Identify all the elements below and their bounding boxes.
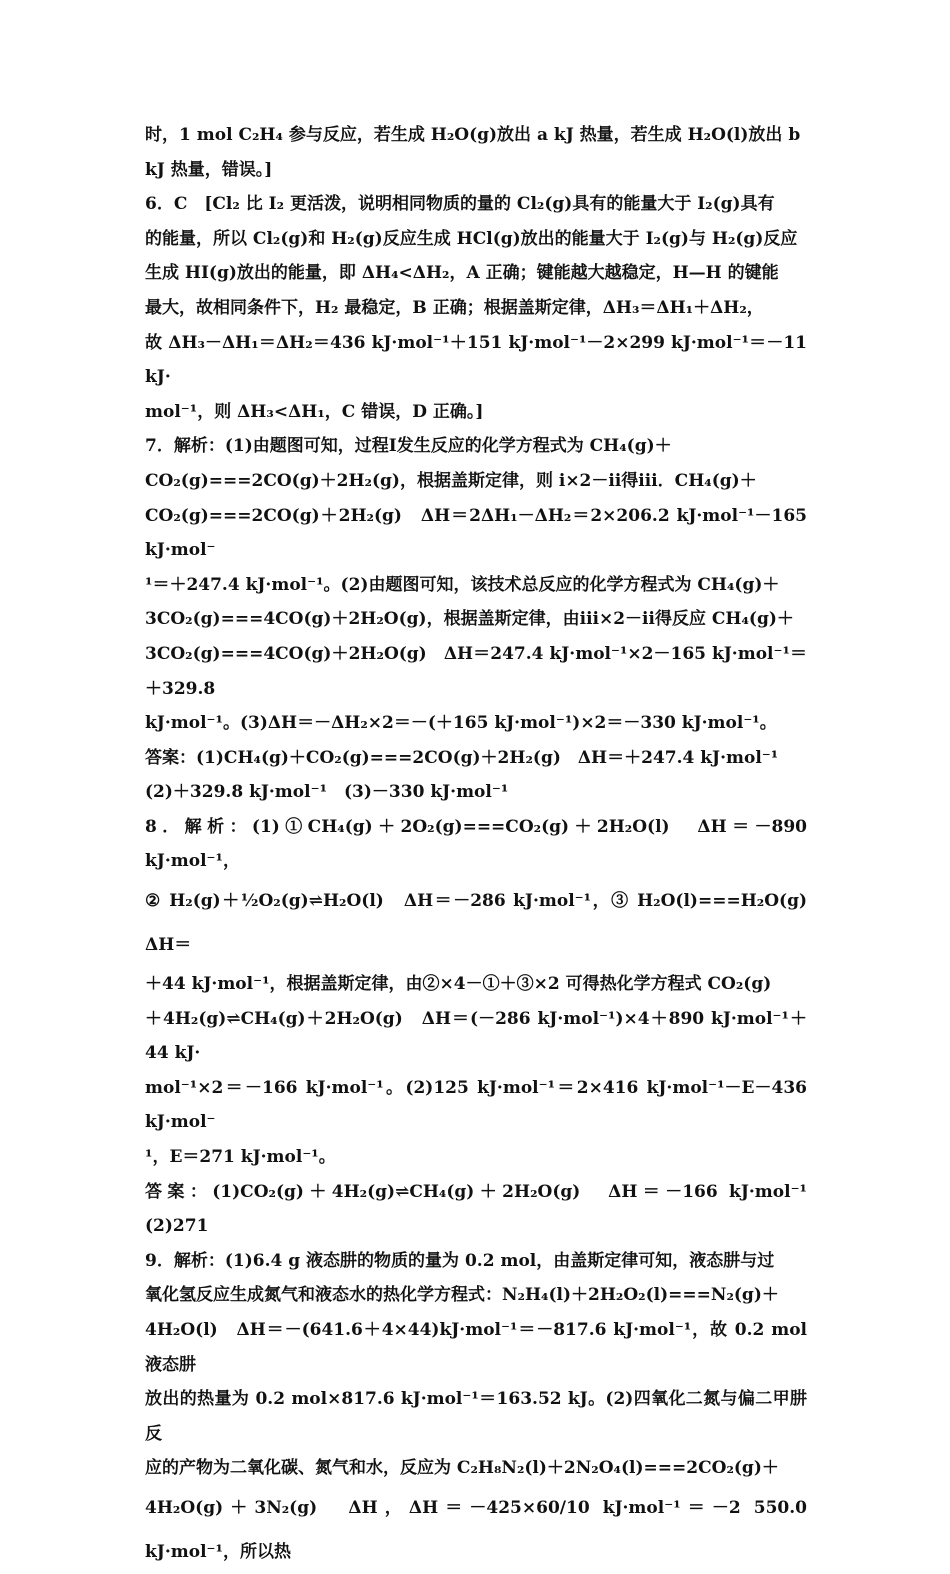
- text-line: ¹，E＝271 kJ·mol⁻¹。: [145, 1147, 336, 1168]
- answer-8-result: [145, 1175, 824, 1244]
- text-line: kJ 热量，错误。]: [145, 159, 273, 180]
- text-line: 生成 HI(g)放出的能量，即 ΔH₄<ΔH₂，A 正确；键能越大越稳定，H—H 的键能: [145, 263, 779, 284]
- text-line: 氧化氢反应生成氮气和液态水的热化学方程式：N₂H₄(l)＋2H₂O₂(l)===N₂(g)＋: [145, 1285, 779, 1306]
- text-line: 9．解析：(1)6.4 g 液态肼的物质的量为 0.2 mol，由盖斯定律可知，液态肼与过: [145, 1250, 775, 1271]
- document-body: [145, 118, 824, 1574]
- text-line: mol⁻¹×2＝－166 kJ·mol⁻¹。(2)125 kJ·mol⁻¹＝2×416 kJ·mol⁻¹－E－436 kJ·mol⁻: [145, 1077, 807, 1133]
- answer-7-analysis: [145, 429, 807, 740]
- text-line: 8．解析：(1)①CH₄(g)＋2O₂(g)===CO₂(g)＋2H₂O(l) ΔH＝－890 kJ·mol⁻¹，: [145, 816, 807, 872]
- text-line: kJ·mol⁻¹。(3)ΔH＝－ΔH₂×2＝－(＋165 kJ·mol⁻¹)×2＝－330 kJ·mol⁻¹。: [145, 713, 777, 734]
- text-line: (2)＋329.8 kJ·mol⁻¹ (3)－330 kJ·mol⁻¹: [145, 782, 509, 803]
- answer-9-analysis: [145, 1244, 807, 1574]
- text-line: 6．C [Cl₂ 比 I₂ 更活泼，说明相同物质的量的 Cl₂(g)具有的能量大于 I₂(g)具有: [145, 194, 775, 215]
- text-line: CO₂(g)===2CO(g)＋2H₂(g) ΔH＝2ΔH₁－ΔH₂＝2×206.2 kJ·mol⁻¹－165 kJ·mol⁻: [145, 505, 807, 561]
- text-line: ＋44 kJ·mol⁻¹，根据盖斯定律，由②×4－①＋③×2 可得热化学方程式 CO₂(g): [145, 974, 772, 995]
- text-line: 答案：(1)CH₄(g)＋CO₂(g)===2CO(g)＋2H₂(g) ΔH＝＋247.4 kJ·mol⁻¹: [145, 747, 779, 768]
- text-line: mol⁻¹，则 ΔH₃<ΔH₁，C 错误，D 正确。]: [145, 401, 484, 422]
- text-line: 答案：(1)CO₂(g)＋4H₂(g)⇌CH₄(g)＋2H₂O(g) ΔH＝－166 kJ·mol⁻¹ (2)271: [145, 1181, 824, 1237]
- text-line: 的能量，所以 Cl₂(g)和 H₂(g)反应生成 HCl(g)放出的能量大于 I₂(g)与 H₂(g)反应: [145, 228, 798, 249]
- answer-5-continuation: [145, 118, 807, 187]
- text-line: 时，1 mol C₂H₄ 参与反应，若生成 H₂O(g)放出 a kJ 热量，若生成 H₂O(l)放出 b: [145, 125, 801, 145]
- answer-7-result: [145, 741, 807, 810]
- text-line: ② H₂(g)＋½O₂(g)⇌H₂O(l) ΔH＝－286 kJ·mol⁻¹，③ H₂O(l)===H₂O(g) ΔH＝: [145, 891, 824, 956]
- text-line: CO₂(g)===2CO(g)＋2H₂(g)，根据盖斯定律，则 ⅰ×2－ⅱ得ⅲ．CH₄(g)＋: [145, 470, 757, 491]
- text-line: 3CO₂(g)===4CO(g)＋2H₂O(g) ΔH＝247.4 kJ·mol⁻¹×2－165 kJ·mol⁻¹＝＋329.8: [145, 643, 807, 699]
- text-line: 故 ΔH₃－ΔH₁＝ΔH₂＝436 kJ·mol⁻¹＋151 kJ·mol⁻¹－2×299 kJ·mol⁻¹＝－11 kJ·: [145, 332, 807, 388]
- text-line: 最大，故相同条件下，H₂ 最稳定，B 正确；根据盖斯定律，ΔH₃＝ΔH₁＋ΔH₂，: [145, 297, 764, 318]
- text-line: 4H₂O(g)＋3N₂(g) ΔH，ΔH＝－425×60/10 kJ·mol⁻¹＝－2 550.0 kJ·mol⁻¹，所以热: [145, 1497, 807, 1562]
- text-line: 3CO₂(g)===4CO(g)＋2H₂O(g)，根据盖斯定律，由ⅲ×2－ⅱ得反应 CH₄(g)＋: [145, 609, 794, 630]
- text-line: ¹＝＋247.4 kJ·mol⁻¹。(2)由题图可知，该技术总反应的化学方程式为 CH₄(g)＋: [145, 574, 780, 595]
- text-line: 7．解析：(1)由题图可知，过程Ⅰ发生反应的化学方程式为 CH₄(g)＋: [145, 436, 672, 457]
- text-line: 放出的热量为 0.2 mol×817.6 kJ·mol⁻¹＝163.52 kJ。(2)四氧化二氮与偏二甲肼反: [145, 1389, 807, 1444]
- answer-8-analysis: [145, 810, 824, 1175]
- answer-6: [145, 187, 807, 429]
- text-line: 4H₂O(l) ΔH＝－(641.6＋4×44)kJ·mol⁻¹＝－817.6 kJ·mol⁻¹，故 0.2 mol 液态肼: [145, 1320, 807, 1375]
- text-line: 应的产物为二氧化碳、氮气和水，反应为 C₂H₈N₂(l)＋2N₂O₄(l)===2CO₂(g)＋: [145, 1458, 779, 1479]
- text-line: ＋4H₂(g)⇌CH₄(g)＋2H₂O(g) ΔH＝(－286 kJ·mol⁻¹)×4＋890 kJ·mol⁻¹＋44 kJ·: [145, 1008, 807, 1064]
